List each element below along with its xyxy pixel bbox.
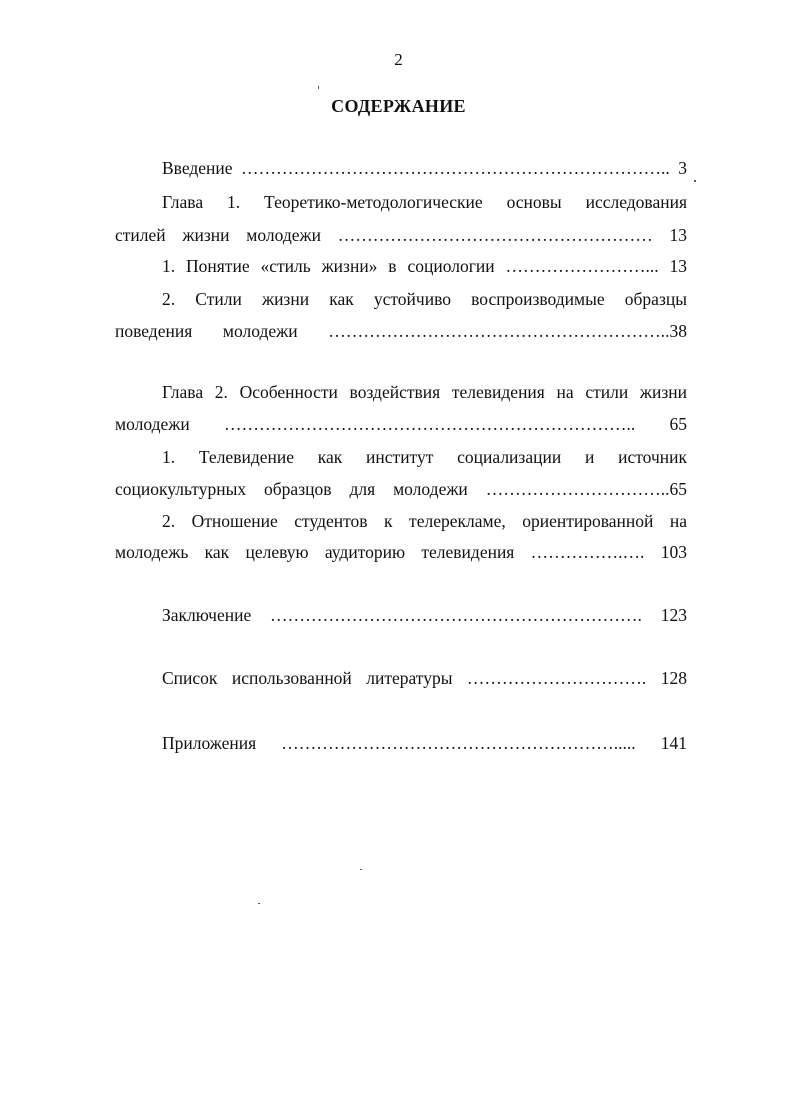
toc-chapter-1-title-line-2: стилей жизни молодежи ……………………………………………… 13 (115, 225, 687, 245)
toc-intro: Введение ……………………………………………………………….. 3 (162, 158, 687, 178)
toc-chapter-1-section-2-line-1: 2. Стили жизни как устойчиво воспроизводимые образцы (162, 289, 687, 309)
toc-chapter-2-section-1-line-1: 1. Телевидение как институт социализации и источник (162, 447, 687, 467)
scan-speck (318, 86, 319, 89)
scan-speck (360, 869, 362, 870)
scan-speck (694, 180, 696, 182)
scan-speck (258, 903, 260, 904)
toc-conclusion: Заключение ………………………………………………………. 123 (162, 605, 687, 625)
toc-chapter-2-title-line-2: молодежи …………………………………………………………….. 65 (115, 414, 687, 434)
toc-references: Список использованной литературы …………………………. 128 (162, 668, 687, 688)
page-title: СОДЕРЖАНИЕ (331, 96, 466, 116)
toc-chapter-2-section-2-line-1: 2. Отношение студентов к телерекламе, ориентированной на (162, 511, 687, 531)
toc-chapter-1-section-1: 1. Понятие «стиль жизни» в социологии ……………………... 13 (162, 256, 687, 276)
toc-chapter-2-section-1-line-2: социокультурных образцов для молодежи …………………………..65 (115, 479, 687, 499)
page-number: 2 (394, 50, 403, 69)
toc-chapter-1-title-line-1: Глава 1. Теоретико-методологические основы исследования (162, 192, 687, 212)
toc-chapter-2-title-line-1: Глава 2. Особенности воздействия телевидения на стили жизни (162, 382, 687, 402)
toc-chapter-2-section-2-line-2: молодежь как целевую аудиторию телевидения …………….…. 103 (115, 542, 687, 562)
toc-appendix: Приложения …………………………………………………..... 141 (162, 733, 687, 753)
toc-chapter-1-section-2-line-2: поведения молодежи …………………………………………………..38 (115, 321, 687, 341)
